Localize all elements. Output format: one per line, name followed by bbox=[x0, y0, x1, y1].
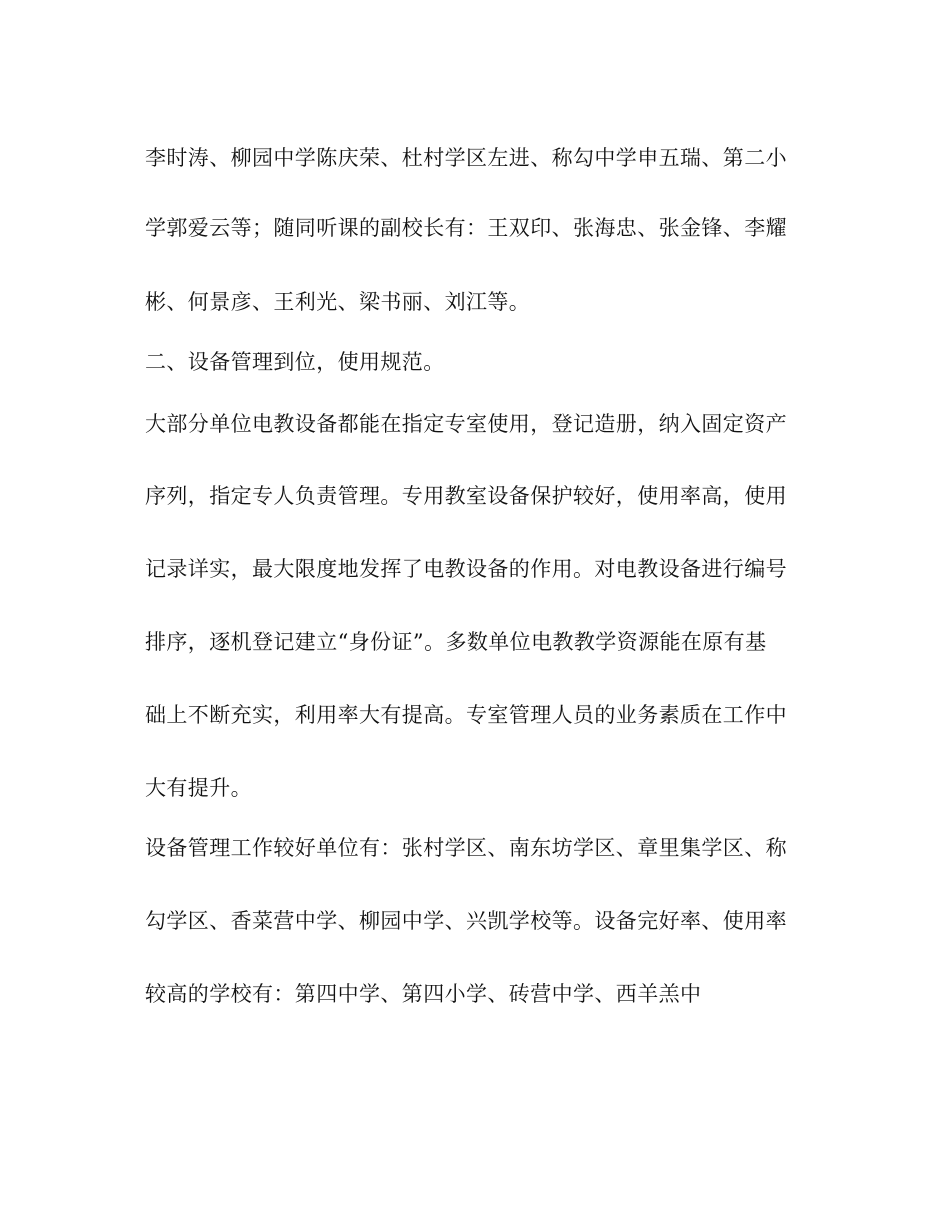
paragraph-1-line-2: 学郭爱云等；随同听课的副校长有：王双印、张海忠、张金锋、李耀 bbox=[145, 216, 787, 240]
section-heading-2: 二、设备管理到位，使用规范。 bbox=[145, 350, 445, 374]
paragraph-2-line-3: 记录详实，最大限度地发挥了电教设备的作用。对电教设备进行编号 bbox=[145, 557, 787, 581]
paragraph-3-line-1: 设备管理工作较好单位有：张村学区、南东坊学区、章里集学区、称 bbox=[145, 836, 787, 860]
paragraph-1-line-3: 彬、何景彦、王利光、梁书丽、刘江等。 bbox=[145, 290, 531, 314]
paragraph-2-line-5: 础上不断充实，利用率大有提高。专室管理人员的业务素质在工作中 bbox=[145, 703, 787, 727]
paragraph-2-line-6: 大有提升。 bbox=[145, 776, 252, 800]
paragraph-3-line-2: 勾学区、香菜营中学、柳园中学、兴凯学校等。设备完好率、使用率 bbox=[145, 909, 787, 933]
paragraph-1-line-1: 李时涛、柳园中学陈庆荣、杜村学区左进、称勾中学申五瑞、第二小 bbox=[145, 146, 787, 170]
paragraph-2-line-1: 大部分单位电教设备都能在指定专室使用，登记造册，纳入固定资产 bbox=[145, 412, 787, 436]
paragraph-3-line-3: 较高的学校有：第四中学、第四小学、砖营中学、西羊羔中 bbox=[145, 982, 702, 1006]
paragraph-2-line-4: 排序，逐机登记建立“身份证”。多数单位电教教学资源能在原有基 bbox=[145, 630, 767, 654]
paragraph-2-line-2: 序列，指定专人负责管理。专用教室设备保护较好，使用率高，使用 bbox=[145, 484, 787, 508]
